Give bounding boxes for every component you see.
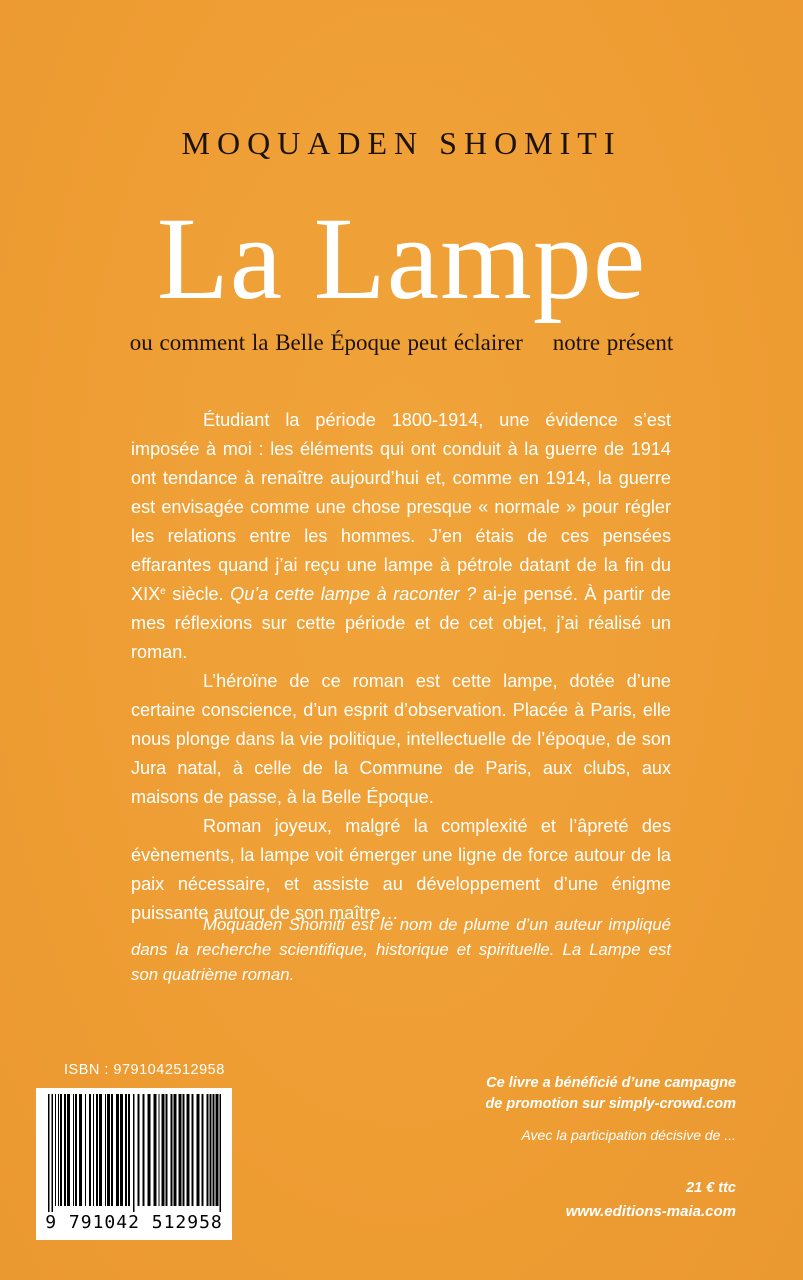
barcode-bar	[213, 1094, 215, 1206]
barcode-bar	[107, 1094, 110, 1206]
participation-note: Avec la participation décisive de ...	[521, 1127, 736, 1143]
barcode-bar	[162, 1094, 165, 1206]
blurb	[131, 406, 671, 928]
blurb-paragraph-2: L’héroïne de ce roman est cette lampe, dotée d’une certaine conscience, d’un esprit d’observation. Placée à Paris, elle nous plonge dans la vie politique, intellectuelle de l’époque, de son Jura natal, à celle de la Commune de Paris, aux clubs, aux maisons de passe, à la Belle Époque.	[131, 671, 671, 807]
barcode-bar	[143, 1094, 145, 1206]
blurb-italic-question: Qu’a cette lampe à raconter ?	[230, 584, 477, 604]
barcode-bar	[89, 1094, 91, 1206]
barcode-bar	[120, 1094, 123, 1206]
barcode-bar	[138, 1094, 140, 1206]
barcode-bar	[64, 1094, 66, 1206]
barcode-bar	[99, 1094, 102, 1206]
barcode-bars	[36, 1088, 232, 1212]
barcode-bar	[183, 1094, 185, 1206]
book-title: La Lampe	[156, 193, 647, 324]
barcode-bar	[133, 1094, 135, 1212]
barcode-bar	[116, 1094, 119, 1206]
barcode-bar	[187, 1094, 190, 1206]
author-name: MOQUADEN SHOMITI	[181, 125, 622, 161]
barcode-bar	[159, 1094, 160, 1206]
blurb-paragraph-1: Étudiant la période 1800-1914, une évidence s’est imposée à moi : les éléments qui ont conduit à la guerre de 1914 ont tendance à renaître aujourd’hui et, comme en 1914, la guerre est envisagée comme une chose presque « normale » pour régler les relations entre les hommes. J’en étais de ces pensées effarantes quand j’ai reçu une lampe à pétrole datant de la fin du XIXe siècle. Qu’a cette lampe à raconter ? ai-je pensé. À partir de mes réflexions sur cette période et de cet objet, j’ai réalisé un roman.	[131, 410, 671, 662]
campaign-note	[400, 1073, 736, 1115]
barcode-bar	[220, 1094, 222, 1212]
barcode-bar	[154, 1094, 157, 1206]
book-subtitle	[0, 330, 803, 356]
blurb-paragraph-3: Roman joyeux, malgré la complexité et l’âpreté des évènements, la lampe voit émerger une ligne de force autour de la paix nécessaire, et assiste au développement d’une énigme puissante autour de son maître…	[131, 816, 671, 923]
barcode-bar	[79, 1094, 82, 1206]
barcode-bar	[148, 1094, 151, 1206]
barcode-bar	[85, 1094, 86, 1206]
barcode-bar	[125, 1094, 127, 1206]
barcode-bar	[93, 1094, 94, 1206]
barcode-bar	[171, 1094, 173, 1206]
barcode-bar	[128, 1094, 130, 1206]
barcode-bar	[96, 1094, 98, 1206]
barcode-bar	[58, 1094, 59, 1206]
superscript-e: e	[160, 586, 166, 597]
price: 21 € ttc	[686, 1180, 736, 1196]
barcode-bar	[166, 1094, 168, 1206]
barcode-bar	[52, 1094, 54, 1212]
barcode-bar	[192, 1094, 194, 1206]
barcode-bar	[197, 1094, 200, 1206]
barcode-bar	[207, 1094, 209, 1206]
barcode-bar	[73, 1094, 74, 1206]
barcode-bar	[48, 1094, 50, 1212]
barcode-bar	[55, 1094, 56, 1206]
barcode-bar	[67, 1094, 70, 1206]
barcode-bar	[174, 1094, 177, 1206]
barcode-digits: 9 791042 512958	[45, 1212, 223, 1233]
barcode-bar	[75, 1094, 77, 1206]
barcode-bar	[210, 1094, 212, 1206]
campaign-line-2: de promotion sur simply-crowd.com	[485, 1096, 736, 1112]
subtitle-part-1: ou comment la Belle Époque peut éclairer	[129, 330, 523, 355]
barcode-bar	[105, 1094, 106, 1206]
barcode	[36, 1088, 232, 1240]
subtitle-part-2: notre présent	[552, 330, 674, 355]
campaign-line-1: Ce livre a bénéficié d’une campagne	[486, 1075, 736, 1091]
barcode-bar	[202, 1094, 204, 1206]
isbn-label: ISBN : 9791042512958	[64, 1062, 225, 1078]
author-bio: Moquaden Shomiti est le nom de plume d’un auteur impliqué dans la recherche scientifique, historique et spirituelle. La Lampe est son quatrième roman.	[131, 915, 671, 984]
publisher-website: www.editions-maia.com	[565, 1203, 736, 1220]
barcode-bar	[111, 1094, 113, 1206]
barcode-bar	[179, 1094, 182, 1206]
barcode-bar	[216, 1094, 219, 1206]
barcode-bar	[60, 1094, 62, 1206]
